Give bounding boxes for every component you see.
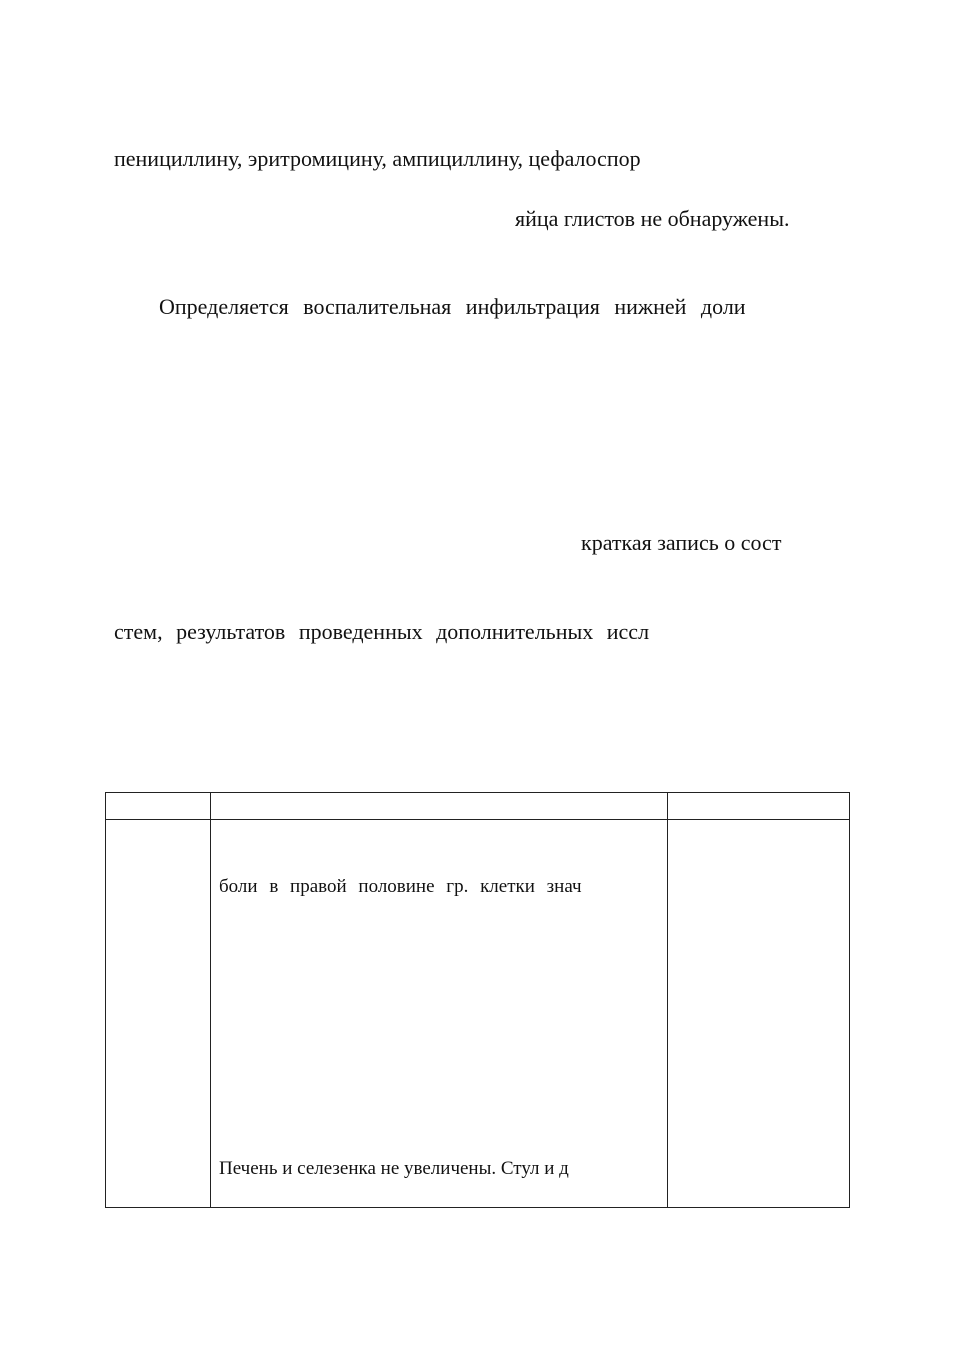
table-column-divider-2 [667, 793, 668, 1207]
text-line-infiltration: Определяется воспалительная инфильтрация нижней доли [159, 294, 746, 319]
text-line-results: стем, результатов проведенных дополнительных иссл [114, 619, 650, 644]
table-cell-complaints: боли в правой половине гр. клетки знач [219, 876, 582, 897]
diary-table [105, 792, 850, 1208]
table-header-divider [106, 819, 849, 820]
table-cell-liver-spleen: Печень и селезенка не увеличены. Стул и д [219, 1158, 569, 1179]
text-line-antibiotics: пенициллину, эритромицину, ампициллину, цефалоспор [114, 146, 641, 171]
text-line-brief-note: краткая запись о сост [581, 530, 782, 555]
table-column-divider-1 [210, 793, 211, 1207]
text-line-helminth-eggs: яйца глистов не обнаружены. [515, 206, 790, 231]
